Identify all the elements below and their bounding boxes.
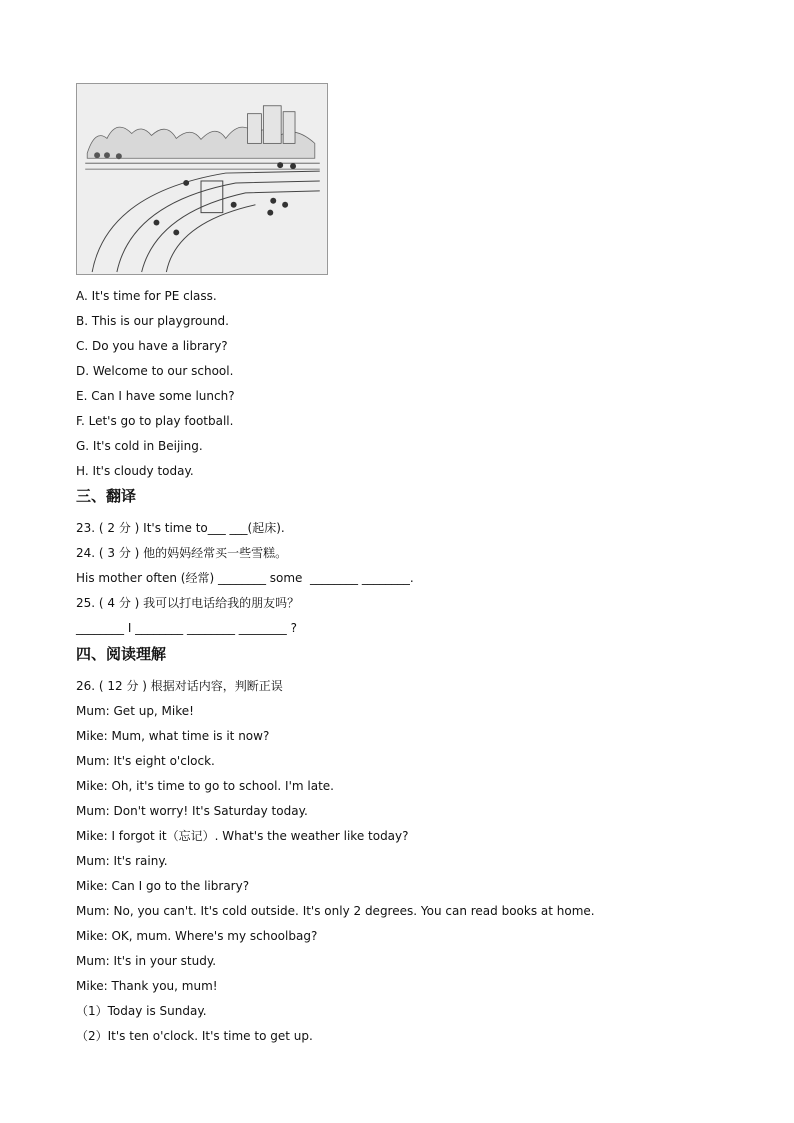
option-f: F. Let's go to play football. xyxy=(76,414,234,428)
section-heading-reading: 四、阅读理解 xyxy=(76,645,167,663)
dialogue-line: Mum: It's rainy. xyxy=(76,854,168,868)
question-24-blanks: His mother often (经常) ________ some ________ ________. xyxy=(76,571,414,585)
question-25-blanks: ________ I ________ ________ ________ ? xyxy=(76,621,297,635)
dialogue-line: Mum: Get up, Mike! xyxy=(76,704,194,718)
option-h: H. It's cloudy today. xyxy=(76,464,194,478)
dialogue-line: Mike: OK, mum. Where's my schoolbag? xyxy=(76,929,318,943)
playground-drawing xyxy=(77,84,327,274)
option-b: B. This is our playground. xyxy=(76,314,229,328)
dialogue-line: Mike: Oh, it's time to go to school. I'm late. xyxy=(76,779,334,793)
statement-1: （1）Today is Sunday. xyxy=(76,1004,207,1018)
dialogue-line: Mike: Thank you, mum! xyxy=(76,979,218,993)
playground-illustration xyxy=(76,83,328,275)
section-heading-translation: 三、翻译 xyxy=(76,487,137,505)
option-d: D. Welcome to our school. xyxy=(76,364,234,378)
option-g: G. It's cold in Beijing. xyxy=(76,439,203,453)
question-23: 23. ( 2 分 ) It's time to___ ___(起床). xyxy=(76,521,285,535)
dialogue-line: Mum: It's eight o'clock. xyxy=(76,754,215,768)
dialogue-line: Mum: It's in your study. xyxy=(76,954,217,968)
dialogue-line: Mum: Don't worry! It's Saturday today. xyxy=(76,804,308,818)
dialogue-line: Mike: I forgot it（忘记）. What's the weather like today? xyxy=(76,829,409,843)
statement-2: （2）It's ten o'clock. It's time to get up. xyxy=(76,1029,313,1043)
question-24: 24. ( 3 分 ) 他的妈妈经常买一些雪糕。 xyxy=(76,546,288,560)
question-26: 26. ( 12 分 ) 根据对话内容，判断正误 xyxy=(76,679,283,693)
dialogue-line: Mum: No, you can't. It's cold outside. It's only 2 degrees. You can read books at home. xyxy=(76,904,595,918)
dialogue-line: Mike: Mum, what time is it now? xyxy=(76,729,270,743)
option-a: A. It's time for PE class. xyxy=(76,289,217,303)
question-25: 25. ( 4 分 ) 我可以打电话给我的朋友吗？ xyxy=(76,596,300,610)
option-e: E. Can I have some lunch? xyxy=(76,389,235,403)
option-c: C. Do you have a library? xyxy=(76,339,228,353)
dialogue-line: Mike: Can I go to the library? xyxy=(76,879,250,893)
